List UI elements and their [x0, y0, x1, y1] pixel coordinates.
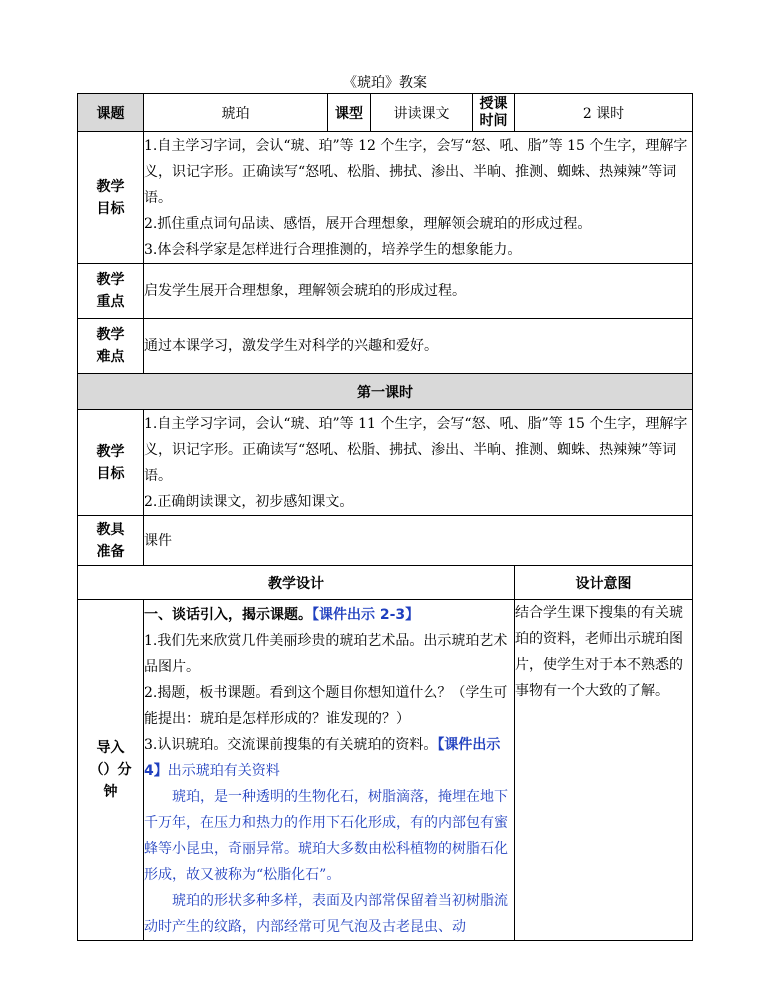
- goals-label: 教学 目标: [78, 132, 144, 264]
- goals-row: [78, 132, 693, 264]
- difficulties-text: 通过本课学习，激发学生对科学的兴趣和爱好。: [144, 319, 693, 374]
- hours-label: 授课 时间: [473, 94, 515, 132]
- section-title: 一、谈话引入，揭示课题。【课件出示 2-3】: [144, 607, 420, 623]
- first-goals-content: [144, 410, 693, 516]
- design-header: 教学设计: [78, 566, 515, 600]
- difficulties-label: 教学 难点: [78, 319, 144, 374]
- intro-item: 1.我们先来欣赏几件美丽珍贵的琥珀艺术品。出示琥珀艺术品图片。: [144, 633, 508, 675]
- amber-paragraph: 琥珀的形状多种多样，表面及内部常保留着当初树脂流动时产生的纹路，内部经常可见气泡及古老昆虫、动: [144, 893, 508, 935]
- intent-text: 结合学生课下搜集的有关琥珀的资料，老师出示琥珀图片，使学生对于本不熟悉的事物有一个大致的了解。: [515, 600, 693, 941]
- intro-content: [144, 600, 515, 941]
- courseware-tag: 【课件出示 4】: [144, 737, 501, 779]
- first-goals-label: 教学 目标: [78, 410, 144, 516]
- document-title: 《琥珀》教案: [343, 75, 427, 91]
- intro-item: 3.认识琥珀。交流课前搜集的有关琥珀的资料。【课件出示 4】出示琥珀有关资料: [144, 737, 501, 779]
- hours-value: 2 课时: [515, 94, 693, 132]
- tools-label: 教具 准备: [78, 516, 144, 566]
- tools-value: 课件: [144, 516, 693, 566]
- intro-label: 导入 （）分 钟: [78, 600, 144, 941]
- goal-line: 1.自主学习字词，会认“琥、珀”等 11 个生字，会写“怒、吼、脂”等 15 个生字，理解字义，识记字形。正确读写“怒吼、松脂、拂拭、渗出、半晌、推测、蜘蛛、热辣辣”等词语。: [144, 415, 688, 484]
- first-lesson-heading: 第一课时: [78, 374, 693, 410]
- topic-label: 课题: [78, 94, 144, 132]
- type-label: 课型: [328, 94, 371, 132]
- lesson-plan-table: [77, 93, 693, 941]
- design-header-row: [78, 566, 693, 600]
- difficulties-row: [78, 319, 693, 374]
- goal-line: 2.正确朗读课文，初步感知课文。: [144, 493, 354, 510]
- key-points-row: [78, 264, 693, 319]
- goals-content: [144, 132, 693, 264]
- key-points-text: 启发学生展开合理想象，理解领会琥珀的形成过程。: [144, 264, 693, 319]
- goal-line: 2.抓住重点词句品读、感悟，展开合理想象，理解领会琥珀的形成过程。: [144, 215, 592, 232]
- amber-paragraph: 琥珀，是一种透明的生物化石，树脂滴落，掩埋在地下千万年，在压力和热力的作用下石化形成，有的内部包有蜜蜂等小昆虫，奇丽异常。琥珀大多数由松科植物的树脂石化形成，故又被称为“松脂化石”。: [144, 789, 508, 883]
- goal-line: 3.体会科学家是怎样进行合理推测的，培养学生的想象能力。: [144, 241, 522, 258]
- intent-header: 设计意图: [515, 566, 693, 600]
- first-goals-row: [78, 410, 693, 516]
- tools-row: [78, 516, 693, 566]
- intro-row: [78, 600, 693, 941]
- topic-value: 琥珀: [144, 94, 328, 132]
- key-points-label: 教学 重点: [78, 264, 144, 319]
- intro-item: 2.揭题，板书课题。看到这个题目你想知道什么？（学生可能提出：琥珀是怎样形成的？谁发现的？）: [144, 685, 508, 727]
- header-row: [78, 94, 693, 132]
- first-lesson-row: [78, 374, 693, 410]
- type-value: 讲读课文: [371, 94, 473, 132]
- courseware-tag: 【课件出示 2-3】: [312, 607, 420, 623]
- goal-line: 1.自主学习字词，会认“琥、珀”等 12 个生字，会写“怒、吼、脂”等 15 个生字，理解字义，识记字形。正确读写“怒吼、松脂、拂拭、渗出、半晌、推测、蜘蛛、热辣辣”等词语。: [144, 137, 688, 206]
